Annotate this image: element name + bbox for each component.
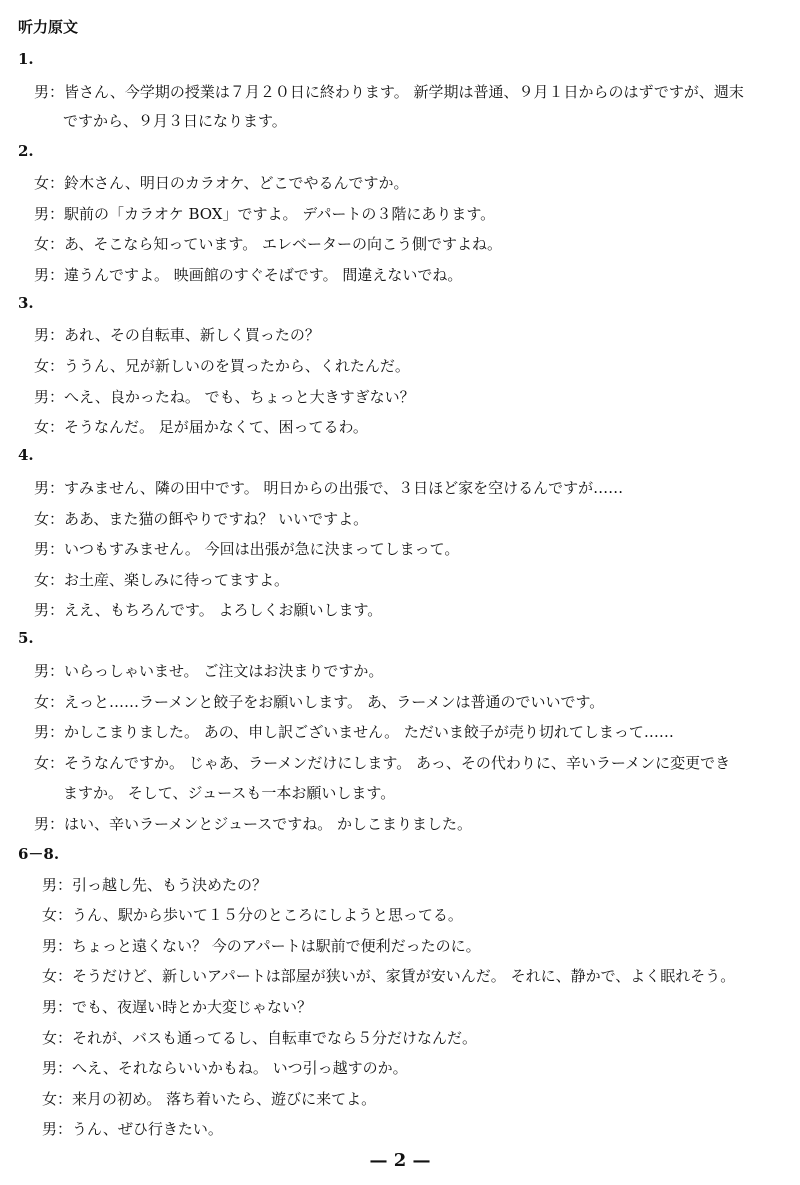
question-number: 6－8. (18, 845, 60, 863)
dialogue-line: 男：ちょっと遠くない？ 今のアパートは駅前で便利だったのに。 (42, 937, 481, 955)
question-number: 4. (18, 446, 34, 464)
question-number: 3. (18, 294, 34, 312)
question-number: 2. (18, 142, 34, 160)
dialogue-line: 男：でも、夜遅い時とか大変じゃない？ (42, 998, 313, 1016)
dialogue-line: 女：えっと……ラーメンと餃子をお願いします。 あ、ラーメンは普通のでいいです。 (34, 693, 605, 711)
dialogue-line: 男：かしこまりました。 あの、申し訳ございません。 ただいま餃子が売り切れてしまって…… (34, 723, 674, 741)
dialogue-line: 女：そうなんですか。 じゃあ、ラーメンだけにします。 あっ、その代わりに、辛いラーメンに変更でき (34, 754, 731, 772)
dialogue-line: 女：そうだけど、新しいアパートは部屋が狭いが、家賃が安いんだ。 それに、静かで、よく眠れそう。 (42, 967, 736, 985)
dialogue-line: 女：それが、バスも通ってるし、自転車でなら５分だけなんだ。 (42, 1029, 478, 1047)
dialogue-line: 男：駅前の「カラオケ BOX」ですよ。 デパートの３階にあります。 (34, 205, 496, 223)
dialogue-line: 女：ううん、兄が新しいのを買ったから、くれたんだ。 (34, 357, 410, 375)
dialogue-line: 男：違うんですよ。 映画館のすぐそばです。 間違えないでね。 (34, 266, 463, 284)
dialogue-line: 女：あ、そこなら知っています。 エレベーターの向こう側ですよね。 (34, 235, 502, 253)
dialogue-line: 男：皆さん、今学期の授業は７月２０日に終わります。 新学期は普通、９月１日からのはずですが、週末 (34, 83, 744, 101)
question-number: 5. (18, 629, 34, 647)
dialogue-line: 男：へえ、良かったね。 でも、ちょっと大きすぎない？ (34, 388, 415, 406)
dialogue-line: 男：あれ、その自転車、新しく買ったの？ (34, 326, 320, 344)
dialogue-line: 男：いつもすみません。 今回は出張が急に決まってしまって。 (34, 540, 460, 558)
dialogue-line: 男：うん、ぜひ行きたい。 (42, 1120, 223, 1138)
dialogue-line: 女：ああ、また猫の餌やりですね？ いいですよ。 (34, 510, 369, 528)
dialogue-line: 女：鈴木さん、明日のカラオケ、どこでやるんですか。 (34, 174, 409, 192)
dialogue-line: ますか。 そして、ジュースも一本お願いします。 (63, 784, 396, 802)
dialogue-line: 男：すみません、隣の田中です。 明日からの出張で、３日ほど家を空けるんですが…… (34, 479, 624, 497)
dialogue-line: 男：はい、辛いラーメンとジュースですね。 かしこまりました。 (34, 815, 472, 833)
page-number: — 2 — (369, 1150, 431, 1171)
dialogue-line: 男：ええ、もちろんです。 よろしくお願いします。 (34, 601, 383, 619)
dialogue-line: ですから、９月３日になります。 (63, 112, 287, 130)
dialogue-line: 女：お土産、楽しみに待ってますよ。 (34, 571, 290, 589)
page-title: 听力原文 (18, 18, 79, 36)
dialogue-line: 女：来月の初め。 落ち着いたら、遊びに来てよ。 (42, 1090, 377, 1108)
dialogue-line: 男：いらっしゃいませ。 ご注文はお決まりですか。 (34, 662, 384, 680)
question-number: 1. (18, 50, 34, 68)
dialogue-line: 女：うん、駅から歩いて１５分のところにしようと思ってる。 (42, 906, 463, 924)
dialogue-line: 女：そうなんだ。 足が届かなくて、困ってるわ。 (34, 418, 368, 436)
dialogue-line: 男：へえ、それならいいかもね。 いつ引っ越すのか。 (42, 1059, 408, 1077)
dialogue-line: 男：引っ越し先、もう決めたの？ (42, 876, 268, 894)
